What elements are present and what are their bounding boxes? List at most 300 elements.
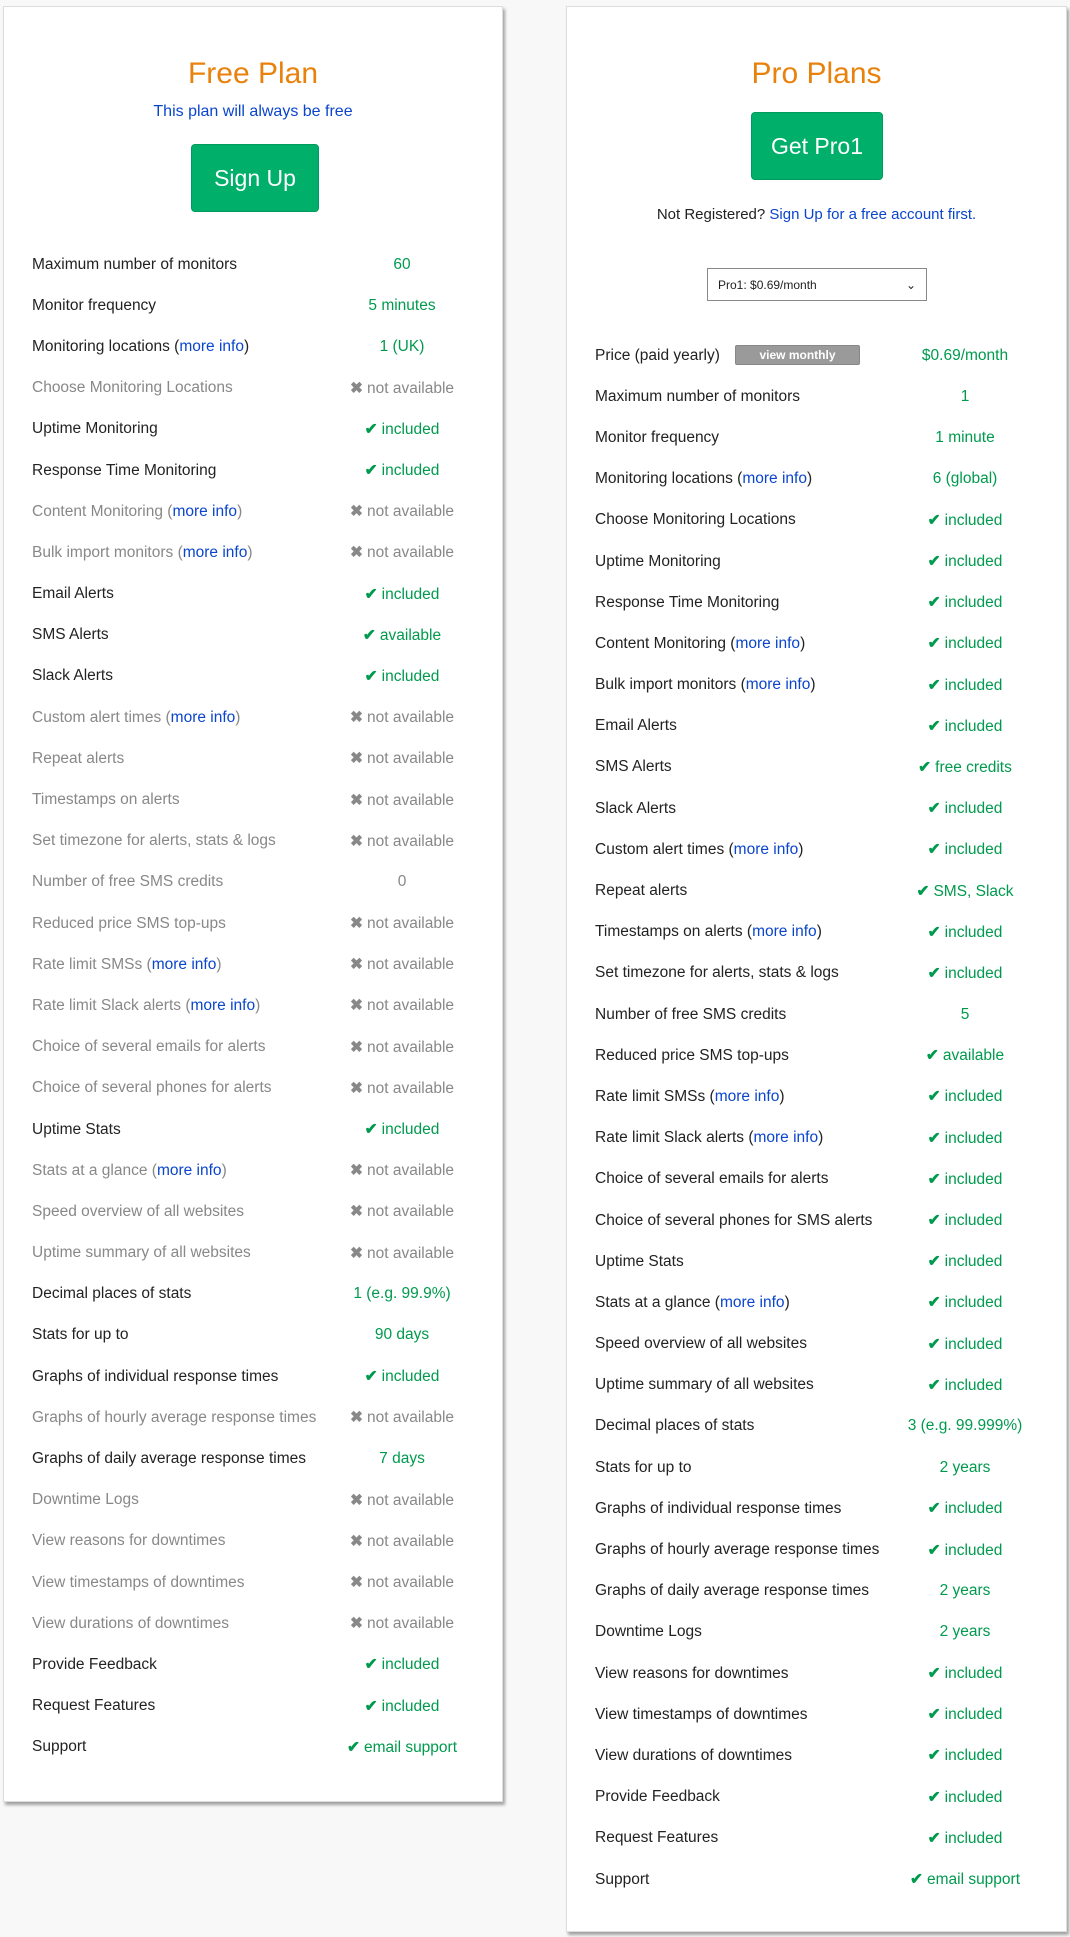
- feature-value: [302, 1120, 502, 1139]
- feature-label-text: View durations of downtimes: [595, 1746, 793, 1764]
- feature-value-text: not available: [366, 544, 455, 562]
- feature-row: [4, 862, 502, 903]
- feature-value: [865, 758, 1065, 777]
- feature-label: [595, 800, 676, 818]
- feature-row: [567, 1653, 1066, 1694]
- feature-value-text: included: [944, 1129, 1003, 1147]
- view-monthly-button[interactable]: view monthly: [735, 345, 860, 365]
- feature-value: [865, 511, 1065, 530]
- x-icon: ✖: [349, 750, 363, 768]
- feature-label: [595, 594, 779, 612]
- feature-label-text: Decimal places of stats: [595, 1417, 755, 1435]
- feature-value-text: included: [944, 635, 1003, 653]
- feature-label: [595, 511, 796, 529]
- x-icon: ✖: [349, 1038, 363, 1056]
- feature-label: [32, 1244, 251, 1262]
- feature-label-text: View timestamps of downtimes: [595, 1705, 808, 1723]
- feature-label: [32, 1409, 316, 1427]
- feature-value: [865, 717, 1065, 736]
- feature-label-text: Rate limit Slack alerts: [595, 1129, 745, 1147]
- feature-label-text: Number of free SMS credits: [32, 873, 224, 891]
- check-icon: ✔: [927, 1335, 941, 1353]
- feature-value: [865, 1459, 1065, 1477]
- feature-label-text: SMS Alerts: [595, 758, 672, 776]
- more-info-link[interactable]: more info: [156, 1161, 222, 1179]
- feature-row: [4, 1274, 502, 1315]
- feature-label: [32, 626, 109, 644]
- check-icon: ✔: [927, 1212, 941, 1230]
- feature-label: [595, 1335, 807, 1353]
- more-info-link[interactable]: more info: [714, 1087, 780, 1105]
- get-pro-button[interactable]: Get Pro1: [751, 112, 883, 180]
- feature-value-text: 5 minutes: [368, 296, 436, 314]
- x-icon: ✖: [349, 544, 363, 562]
- feature-value: [302, 502, 502, 521]
- pro-feature-list: [567, 335, 1066, 1900]
- feature-value: [302, 1450, 502, 1468]
- feature-row: [4, 1727, 502, 1768]
- feature-value: [302, 749, 502, 768]
- pro-feature-rows: [567, 376, 1066, 1900]
- feature-value-text: included: [944, 1541, 1003, 1559]
- feature-label-text: Choose Monitoring Locations: [595, 511, 796, 529]
- feature-value: [302, 791, 502, 810]
- feature-label: [32, 873, 223, 891]
- feature-label-text: Request Features: [32, 1697, 156, 1715]
- feature-label: [595, 758, 672, 776]
- check-icon: ✔: [362, 626, 376, 644]
- x-icon: ✖: [349, 1491, 363, 1509]
- x-icon: ✖: [349, 832, 363, 850]
- feature-row: [4, 1603, 502, 1644]
- check-icon: ✔: [927, 1541, 941, 1559]
- more-info-link[interactable]: more info: [752, 923, 817, 941]
- feature-value: [865, 840, 1065, 859]
- feature-value-text: included: [944, 594, 1003, 612]
- feature-label-text: Stats for up to: [32, 1326, 129, 1344]
- x-icon: ✖: [349, 503, 363, 521]
- feature-label: [32, 1491, 139, 1509]
- feature-label: [32, 1285, 191, 1303]
- check-icon: ✔: [364, 462, 378, 480]
- feature-label: [595, 1253, 684, 1271]
- feature-value: [865, 593, 1065, 612]
- feature-value: [865, 1705, 1065, 1724]
- feature-label: [32, 1532, 226, 1550]
- feature-value-text: not available: [366, 503, 455, 521]
- feature-row: [4, 1438, 502, 1479]
- feature-row: [567, 376, 1066, 417]
- feature-row: [4, 656, 502, 697]
- feature-row: [4, 779, 502, 820]
- feature-value: [865, 923, 1065, 942]
- feature-label: Monitoring locations (more info): [595, 470, 813, 488]
- feature-label-text: Email Alerts: [595, 717, 677, 735]
- feature-label-text: Custom alert times: [595, 840, 725, 858]
- more-info-link[interactable]: more info: [753, 1129, 819, 1147]
- feature-value-text: not available: [366, 1615, 455, 1633]
- feature-label-text: Uptime Stats: [595, 1252, 684, 1270]
- feature-value: [302, 585, 502, 604]
- check-icon: ✔: [927, 800, 941, 818]
- feature-label: [595, 388, 800, 406]
- feature-row: [4, 1233, 502, 1274]
- more-info-link[interactable]: more info: [742, 470, 807, 488]
- feature-label-text: Speed overview of all websites: [595, 1335, 807, 1353]
- feature-row: [567, 1118, 1066, 1159]
- feature-value-text: 2 years: [939, 1623, 991, 1641]
- feature-value: [302, 297, 502, 315]
- feature-row: [4, 1191, 502, 1232]
- feature-value-text: included: [944, 1829, 1003, 1847]
- feature-label: [32, 1326, 129, 1344]
- feature-row: [4, 532, 502, 573]
- feature-value-text: available: [379, 626, 442, 644]
- feature-label: Rate limit Slack alerts (more info): [32, 996, 261, 1014]
- more-info-link[interactable]: more info: [745, 676, 811, 694]
- feature-label: [32, 667, 113, 685]
- feature-value: [865, 552, 1065, 571]
- feature-label: [32, 750, 124, 768]
- check-icon: ✔: [927, 1129, 941, 1147]
- feature-label-text: Support: [595, 1870, 650, 1888]
- feature-label: [595, 717, 677, 735]
- check-icon: ✔: [364, 667, 378, 685]
- feature-label-text: Custom alert times: [32, 708, 162, 726]
- price-value: $0.69/month: [921, 346, 1009, 364]
- feature-value-text: not available: [366, 1491, 455, 1509]
- feature-label: Content Monitoring (more info): [32, 502, 243, 520]
- check-icon: ✔: [927, 1500, 941, 1518]
- feature-row: [4, 1068, 502, 1109]
- feature-value-text: included: [944, 923, 1003, 941]
- feature-value-text: included: [944, 841, 1003, 859]
- feature-value: [302, 420, 502, 439]
- x-icon: ✖: [349, 1162, 363, 1180]
- feature-value-text: included: [944, 676, 1003, 694]
- feature-row: [4, 1521, 502, 1562]
- feature-value: [865, 1335, 1065, 1354]
- free-plan-title: Free Plan: [187, 57, 319, 90]
- feature-value-text: included: [944, 1170, 1003, 1188]
- feature-label: Custom alert times (more info): [32, 708, 241, 726]
- feature-row: [4, 1480, 502, 1521]
- feature-row: [567, 994, 1066, 1035]
- feature-value-text: not available: [366, 997, 455, 1015]
- feature-label-text: Bulk import monitors: [595, 676, 737, 694]
- feature-value: [865, 1664, 1065, 1683]
- price-row: [567, 335, 1066, 376]
- feature-value-text: not available: [366, 1162, 455, 1180]
- feature-value-text: not available: [366, 1532, 455, 1550]
- more-info-link[interactable]: more info: [182, 543, 248, 561]
- feature-label-text: Number of free SMS credits: [595, 1005, 787, 1023]
- feature-label-text: Maximum number of monitors: [32, 255, 238, 273]
- feature-value: [302, 543, 502, 562]
- feature-value-text: SMS, Slack: [933, 882, 1014, 900]
- feature-value: [302, 1532, 502, 1551]
- check-icon: ✔: [927, 594, 941, 612]
- feature-value-text: not available: [366, 915, 455, 933]
- feature-value-text: 1 (e.g. 99.9%): [353, 1285, 451, 1303]
- feature-row: [567, 1612, 1066, 1653]
- feature-label: [595, 1541, 879, 1559]
- feature-row: [567, 870, 1066, 911]
- feature-value-text: 5: [960, 1005, 970, 1023]
- feature-row: [567, 1488, 1066, 1529]
- feature-label: [595, 553, 721, 571]
- feature-label: [32, 1615, 229, 1633]
- feature-value-text: 1 minute: [935, 428, 995, 446]
- feature-label: [32, 420, 158, 438]
- feature-value: [302, 379, 502, 398]
- feature-label: [595, 1582, 869, 1600]
- feature-value: [302, 1161, 502, 1180]
- feature-row: [567, 1735, 1066, 1776]
- feature-value-text: not available: [366, 1244, 455, 1262]
- check-icon: ✔: [927, 1294, 941, 1312]
- x-icon: ✖: [349, 1532, 363, 1550]
- feature-label: [32, 462, 216, 480]
- feature-value-text: included: [944, 1500, 1003, 1518]
- feature-value-text: included: [944, 1212, 1003, 1230]
- feature-label-text: Uptime Stats: [32, 1120, 121, 1138]
- feature-label: [595, 1047, 789, 1065]
- feature-value-text: 60: [393, 255, 411, 273]
- feature-row: [4, 244, 502, 285]
- more-info-link[interactable]: more info: [179, 337, 244, 355]
- feature-value: [302, 461, 502, 480]
- feature-value: [865, 1376, 1065, 1395]
- feature-row: [567, 1159, 1066, 1200]
- feature-row: [567, 1324, 1066, 1365]
- check-icon: ✔: [364, 1121, 378, 1139]
- x-icon: ✖: [349, 1574, 363, 1592]
- feature-row: [567, 1076, 1066, 1117]
- feature-label-text: Uptime summary of all websites: [595, 1376, 814, 1394]
- feature-label: Rate limit SMSs (more info): [32, 955, 222, 973]
- feature-label-text: Choice of several phones for SMS alerts: [595, 1211, 873, 1229]
- feature-label-text: Response Time Monitoring: [595, 593, 780, 611]
- feature-value-text: 7 days: [379, 1450, 425, 1468]
- feature-label: [32, 256, 237, 274]
- feature-value-text: included: [944, 1088, 1003, 1106]
- feature-label: [32, 1738, 86, 1756]
- feature-row: [4, 903, 502, 944]
- more-info-link[interactable]: more info: [733, 840, 799, 858]
- feature-label: [32, 1574, 245, 1592]
- feature-row: [4, 574, 502, 615]
- feature-value: [302, 1079, 502, 1098]
- feature-value: [302, 1244, 502, 1263]
- feature-label: [32, 1697, 155, 1715]
- feature-value-text: included: [944, 964, 1003, 982]
- x-icon: ✖: [349, 1203, 363, 1221]
- feature-row: [567, 459, 1066, 500]
- feature-label-text: Monitor frequency: [32, 296, 157, 314]
- feature-label: [595, 1376, 814, 1394]
- feature-label: [595, 1006, 786, 1024]
- feature-row: [4, 450, 502, 491]
- feature-label-text: Graphs of daily average response times: [32, 1450, 306, 1468]
- check-icon: ✔: [364, 585, 378, 603]
- feature-value-text: included: [381, 1656, 440, 1674]
- feature-label-text: Stats at a glance: [595, 1293, 711, 1311]
- plan-select[interactable]: [707, 268, 927, 301]
- feature-row: [4, 1356, 502, 1397]
- feature-label-text: Email Alerts: [32, 585, 114, 603]
- feature-label: [595, 1665, 789, 1683]
- more-info-link[interactable]: more info: [172, 502, 238, 520]
- feature-row: [567, 1282, 1066, 1323]
- feature-row: [4, 409, 502, 450]
- feature-label-text: Stats for up to: [595, 1458, 692, 1476]
- feature-value: [302, 667, 502, 686]
- feature-label-text: Graphs of individual response times: [595, 1499, 842, 1517]
- check-icon: ✔: [909, 1871, 923, 1889]
- feature-label: [32, 379, 233, 397]
- feature-label: [32, 791, 180, 809]
- check-icon: ✔: [927, 1665, 941, 1683]
- x-icon: ✖: [349, 1615, 363, 1633]
- feature-row: [4, 368, 502, 409]
- signup-free-link[interactable]: Sign Up for a free account first.: [769, 206, 977, 223]
- check-icon: ✔: [916, 882, 930, 900]
- feature-row: [4, 1027, 502, 1068]
- free-plan-card: [3, 6, 503, 1802]
- not-registered-label: Not Registered?: [656, 206, 766, 223]
- feature-value-text: included: [944, 1253, 1003, 1271]
- more-info-link[interactable]: more info: [190, 996, 256, 1014]
- feature-value: [302, 1573, 502, 1592]
- feature-label-text: Set timezone for alerts, stats & logs: [32, 832, 276, 850]
- feature-value-text: not available: [366, 832, 455, 850]
- feature-label-text: Speed overview of all websites: [32, 1202, 244, 1220]
- pro-plan-card: [566, 6, 1067, 1932]
- feature-row: [567, 1035, 1066, 1076]
- check-icon: ✔: [918, 758, 932, 776]
- feature-row: [4, 1150, 502, 1191]
- feature-row: [567, 1241, 1066, 1282]
- feature-label: Monitoring locations (more info): [32, 337, 250, 355]
- x-icon: ✖: [349, 1409, 363, 1427]
- feature-value: [302, 1697, 502, 1716]
- more-info-link[interactable]: more info: [170, 708, 236, 726]
- feature-row: [4, 491, 502, 532]
- feature-value: [302, 914, 502, 933]
- feature-row: [567, 1200, 1066, 1241]
- check-icon: ✔: [927, 1829, 941, 1847]
- feature-value-text: 0: [397, 873, 407, 891]
- feature-row: [567, 1571, 1066, 1612]
- check-icon: ✔: [364, 1656, 378, 1674]
- x-icon: ✖: [349, 379, 363, 397]
- feature-label-text: Downtime Logs: [32, 1491, 139, 1509]
- feature-value: [865, 799, 1065, 818]
- feature-row: [567, 788, 1066, 829]
- feature-label-text: Content Monitoring: [32, 502, 163, 520]
- x-icon: ✖: [349, 709, 363, 727]
- feature-row: [567, 623, 1066, 664]
- feature-value: [865, 1746, 1065, 1765]
- feature-label: [32, 1450, 306, 1468]
- feature-value-text: included: [944, 800, 1003, 818]
- feature-label: [595, 1212, 872, 1230]
- feature-row: [4, 285, 502, 326]
- feature-value: [865, 1623, 1065, 1641]
- feature-label-text: Response Time Monitoring: [32, 461, 217, 479]
- x-icon: ✖: [349, 915, 363, 933]
- check-icon: ✔: [927, 1376, 941, 1394]
- feature-label-text: Timestamps on alerts: [32, 791, 180, 809]
- feature-label: Rate limit SMSs (more info): [595, 1087, 785, 1105]
- feature-value: [302, 626, 502, 645]
- feature-row: [567, 1365, 1066, 1406]
- feature-label-text: Choose Monitoring Locations: [32, 379, 233, 397]
- feature-label: Content Monitoring (more info): [595, 634, 806, 652]
- feature-label: [595, 1706, 808, 1724]
- sign-up-button[interactable]: Sign Up: [191, 144, 319, 212]
- feature-row: [4, 985, 502, 1026]
- feature-label-text: Choice of several emails for alerts: [32, 1038, 266, 1056]
- feature-value: [302, 1202, 502, 1221]
- feature-label: Bulk import monitors (more info): [595, 676, 816, 694]
- feature-value-text: not available: [366, 956, 455, 974]
- feature-value-text: included: [944, 511, 1003, 529]
- feature-label-text: Reduced price SMS top-ups: [32, 914, 226, 932]
- feature-row: [4, 1109, 502, 1150]
- feature-label-text: Uptime summary of all websites: [32, 1244, 251, 1262]
- feature-label-text: Stats at a glance: [32, 1161, 148, 1179]
- feature-value-text: included: [381, 1697, 440, 1715]
- feature-label-text: Graphs of daily average response times: [595, 1582, 869, 1600]
- feature-row: [567, 417, 1066, 458]
- feature-value: [865, 1006, 1065, 1024]
- feature-label-text: Maximum number of monitors: [595, 387, 801, 405]
- check-icon: ✔: [927, 923, 941, 941]
- feature-value-text: included: [381, 667, 440, 685]
- feature-value: [302, 1038, 502, 1057]
- x-icon: ✖: [349, 1244, 363, 1262]
- feature-value-text: included: [944, 1747, 1003, 1765]
- feature-row: [4, 1644, 502, 1685]
- feature-label: [595, 1459, 692, 1477]
- feature-label: [32, 1656, 157, 1674]
- feature-label-text: Graphs of individual response times: [32, 1367, 279, 1385]
- feature-label: [595, 882, 687, 900]
- feature-label: [32, 1038, 265, 1056]
- feature-row: [4, 1315, 502, 1356]
- price-label: Price (paid yearly): [595, 346, 720, 364]
- feature-row: [567, 829, 1066, 870]
- feature-label: [595, 1788, 720, 1806]
- more-info-link[interactable]: more info: [719, 1293, 785, 1311]
- feature-value-text: 2 years: [939, 1582, 991, 1600]
- feature-value: [865, 964, 1065, 983]
- more-info-link[interactable]: more info: [151, 955, 217, 973]
- more-info-link[interactable]: more info: [735, 634, 801, 652]
- feature-label: Stats at a glance (more info): [32, 1161, 227, 1179]
- feature-row: [567, 1859, 1066, 1900]
- feature-value-text: not available: [366, 791, 455, 809]
- feature-value: [302, 1408, 502, 1427]
- x-icon: ✖: [349, 791, 363, 809]
- feature-value-text: included: [944, 553, 1003, 571]
- check-icon: ✔: [927, 964, 941, 982]
- feature-label: [32, 832, 276, 850]
- feature-value-text: not available: [366, 1203, 455, 1221]
- feature-value-text: email support: [363, 1738, 458, 1756]
